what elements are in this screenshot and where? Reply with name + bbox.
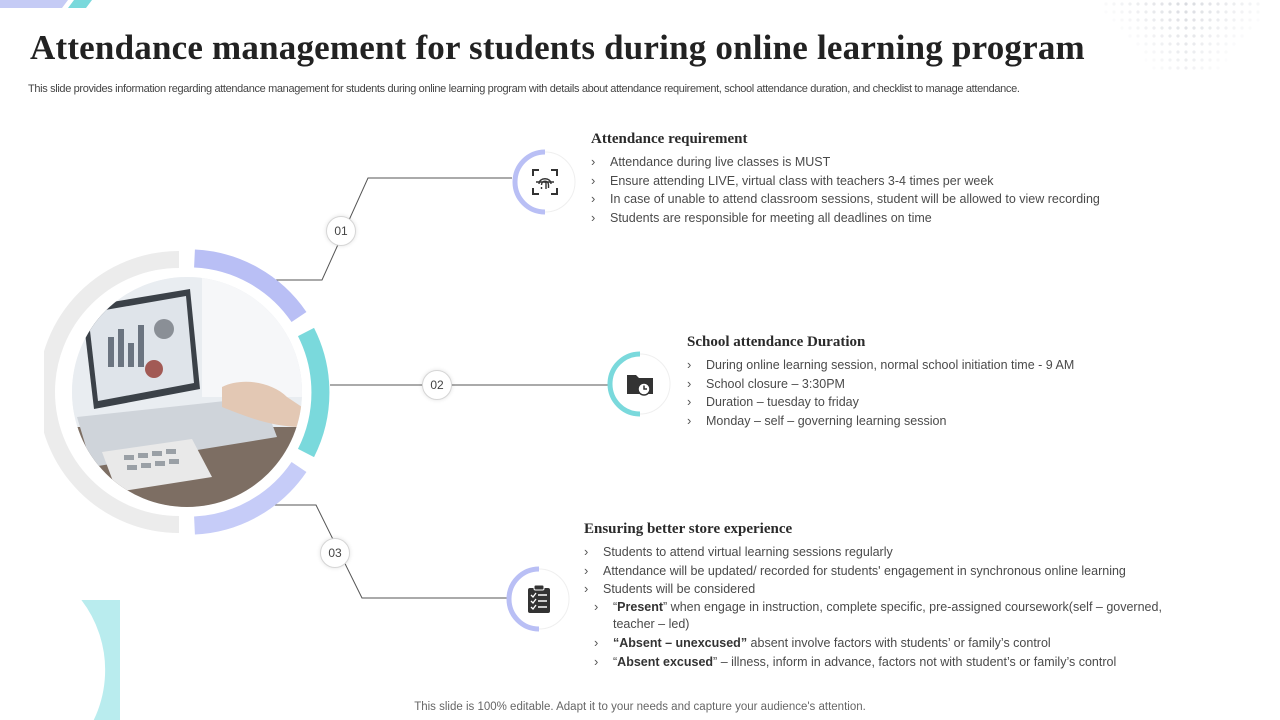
page-subtitle: This slide provides information regarding attendance management for students during online learning program with details about attendance requirement, school attendance duration, and checklist to manage attendance. <box>28 83 1020 95</box>
fingerprint-scan-icon <box>531 168 559 196</box>
term-absent-unexcused: “Absent – unexcused” <box>613 635 748 650</box>
page-title: Attendance management for students during online learning program <box>30 28 1085 67</box>
step-badge-02: 02 <box>422 370 452 400</box>
list-item: › Attendance will be updated/ recorded for students' engagement in synchronous online learning <box>584 562 1204 581</box>
list-item: › Students will be considered <box>584 580 1204 599</box>
term-description: absent involve factors with students’ or family’s control <box>747 635 1051 650</box>
list-item: › Students to attend virtual learning sessions regularly <box>584 543 1204 562</box>
section-title: Ensuring better store experience <box>584 521 793 537</box>
sub-list-item-absent-excused <box>594 654 1204 671</box>
list-item: › During online learning session, normal school initiation time - 9 AM <box>687 356 1247 375</box>
step-icon-01 <box>512 149 578 215</box>
term-absent-excused: Absent excused <box>617 654 714 669</box>
step-badge-03: 03 <box>320 538 350 568</box>
step-badge-01: 01 <box>326 216 356 246</box>
bullet-list <box>687 356 1247 431</box>
ring-teal-arc <box>306 332 320 453</box>
list-item: › In case of unable to attend classroom sessions, student will be allowed to view recording <box>591 190 1231 209</box>
quote-close: ” <box>663 600 668 615</box>
list-item: › Duration – tuesday to friday <box>687 393 1247 412</box>
step-icon-03 <box>506 566 572 632</box>
sub-list-item-present <box>594 599 1204 632</box>
section-better-experience <box>584 521 1204 673</box>
quote-open: “ <box>613 654 618 669</box>
quote-close: ” <box>713 654 718 669</box>
list-item: › School closure – 3:30PM <box>687 375 1247 394</box>
folder-clock-icon <box>626 370 654 398</box>
section-title: School attendance Duration <box>687 334 866 350</box>
list-item: › Monday – self – governing learning session <box>687 412 1247 431</box>
list-item: › Attendance during live classes is MUST <box>591 153 1231 172</box>
step-icon-02 <box>607 351 673 417</box>
sub-list-item-absent-unexcused <box>594 635 1204 652</box>
footer-note: This slide is 100% editable. Adapt it to your needs and capture your audience's attention. <box>414 701 866 713</box>
bullet-list <box>584 543 1204 670</box>
bullet-list <box>591 153 1231 228</box>
section-attendance-requirement <box>591 131 1231 228</box>
term-description: – illness, inform in advance, factors not with student’s or family’s control <box>717 654 1117 669</box>
term-present: Present <box>617 600 664 615</box>
list-item: › Ensure attending LIVE, virtual class with teachers 3-4 times per week <box>591 172 1231 191</box>
term-description: when engage in instruction, complete specific, pre-assigned coursework(self – governed, teacher – led) <box>613 600 1162 631</box>
quote-open: “ <box>613 600 618 615</box>
list-item: › Students are responsible for meeting all deadlines on time <box>591 209 1231 228</box>
section-school-attendance-duration <box>687 334 1247 431</box>
laptop-photo <box>72 277 302 507</box>
clipboard-checklist-icon <box>525 585 553 613</box>
section-title: Attendance requirement <box>591 131 748 147</box>
